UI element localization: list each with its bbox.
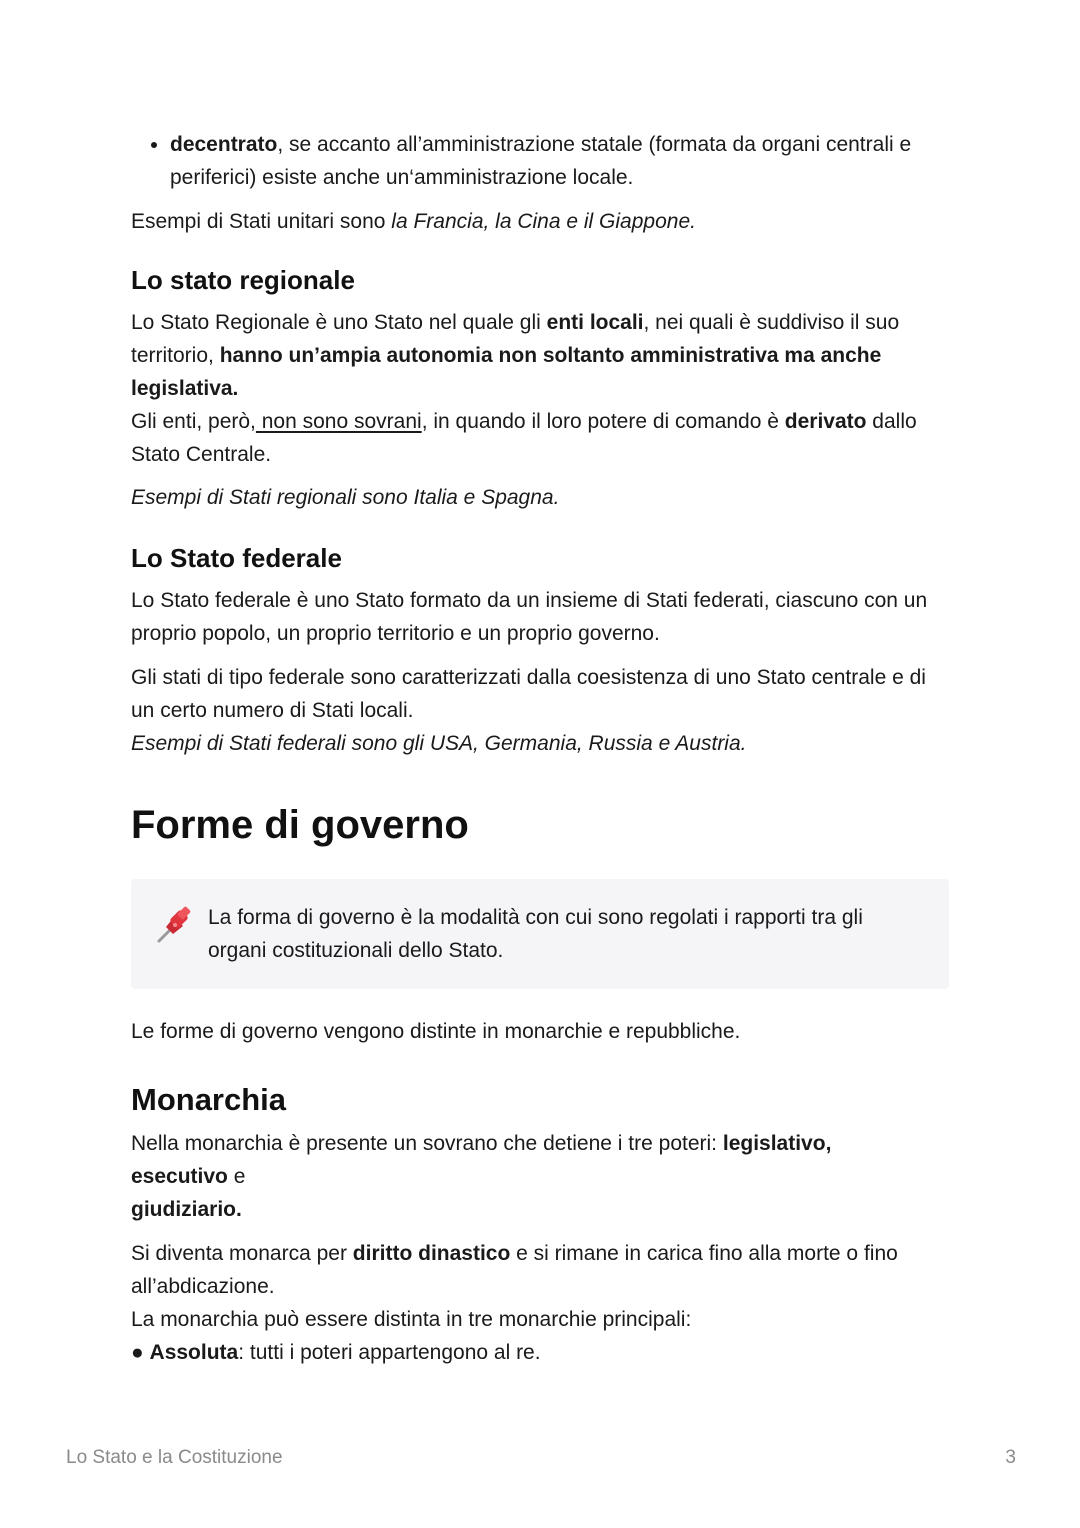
bold-text: enti locali <box>546 311 644 334</box>
regionale-paragraph-2 <box>131 405 951 471</box>
text: Gli enti, però, <box>131 410 256 433</box>
bold-text: derivato <box>784 410 867 433</box>
list-item <box>170 128 951 194</box>
federale-examples <box>131 727 951 760</box>
italic-text: Esempi di Stati federali sono gli USA, Germania, Russia e Austria. <box>131 732 747 755</box>
term-decentrato: decentrato <box>170 133 278 156</box>
monarchia-paragraph-1 <box>131 1127 951 1226</box>
bold-text: Assoluta <box>149 1341 239 1364</box>
pushpin-icon <box>153 905 195 947</box>
text: dallo Stato Centrale. <box>131 410 917 466</box>
bullet-text: , se accanto all’amministrazione statale (formata da organi centrali e periferici) esiste anche un‘amministrazione locale. <box>170 133 912 189</box>
text: Lo Stato Regionale è uno Stato nel quale gli <box>131 311 547 334</box>
regionale-examples <box>131 481 951 514</box>
bold-text: giudiziario. <box>131 1198 242 1221</box>
callout-text: La forma di governo è la modalità con cui sono regolati i rapporti tra gli organi costituzionali dello Stato. <box>208 906 863 962</box>
text: Nella monarchia è presente un sovrano che detiene i tre poteri: <box>131 1132 723 1155</box>
bold-text: hanno un’ampia autonomia non soltanto amministrativa ma anche legislativa. <box>131 344 882 400</box>
footer-title: Lo Stato e la Costituzione <box>66 1447 283 1468</box>
text: Si diventa monarca per <box>131 1242 353 1265</box>
bold-text: esecutivo <box>131 1165 228 1188</box>
footer-page-number: 3 <box>1005 1447 1016 1468</box>
monarchia-assoluta <box>131 1336 951 1369</box>
italic-text: Esempi di Stati regionali sono Italia e Spagna. <box>131 486 560 509</box>
bullet-glyph: ● <box>131 1341 150 1364</box>
examples-italic: la Francia, la Cina e il Giappone. <box>391 210 696 233</box>
text: e si rimane in carica fino alla morte o fino all’abdicazione. <box>131 1242 898 1298</box>
monarchia-paragraph-3: La monarchia può essere distinta in tre monarchie principali: <box>131 1308 692 1331</box>
unitari-examples <box>131 205 951 238</box>
text: , nei quali è suddiviso il suo territorio, <box>131 311 900 367</box>
bullet-list <box>131 128 951 194</box>
examples-prefix: Esempi di Stati unitari sono <box>131 210 392 233</box>
definition-callout <box>131 879 949 989</box>
regionale-paragraph-1 <box>131 306 951 405</box>
heading-stato-regionale: Lo stato regionale <box>131 265 355 295</box>
forme-intro: Le forme di governo vengono distinte in monarchie e repubbliche. <box>131 1020 741 1043</box>
monarchia-paragraph-2 <box>131 1237 951 1303</box>
underlined-text: non sono sovrani <box>255 410 422 433</box>
federale-paragraph-2: Gli stati di tipo federale sono caratterizzati dalla coesistenza di uno Stato centrale e di un certo numero di Stati locali. <box>131 666 926 722</box>
federale-paragraph-1: Lo Stato federale è uno Stato formato da un insieme di Stati federati, ciascuno con un proprio popolo, un proprio territorio e un proprio governo. <box>131 589 928 645</box>
text: e <box>227 1165 246 1188</box>
heading-forme-di-governo: Forme di governo <box>131 803 469 847</box>
heading-monarchia: Monarchia <box>131 1082 287 1117</box>
bold-text: legislativo, <box>722 1132 832 1155</box>
text: : tutti i poteri appartengono al re. <box>238 1341 541 1364</box>
text: , in quando il loro potere di comando è <box>421 410 785 433</box>
page-content <box>131 128 951 1369</box>
bold-text: diritto dinastico <box>352 1242 511 1265</box>
heading-stato-federale: Lo Stato federale <box>131 543 342 573</box>
